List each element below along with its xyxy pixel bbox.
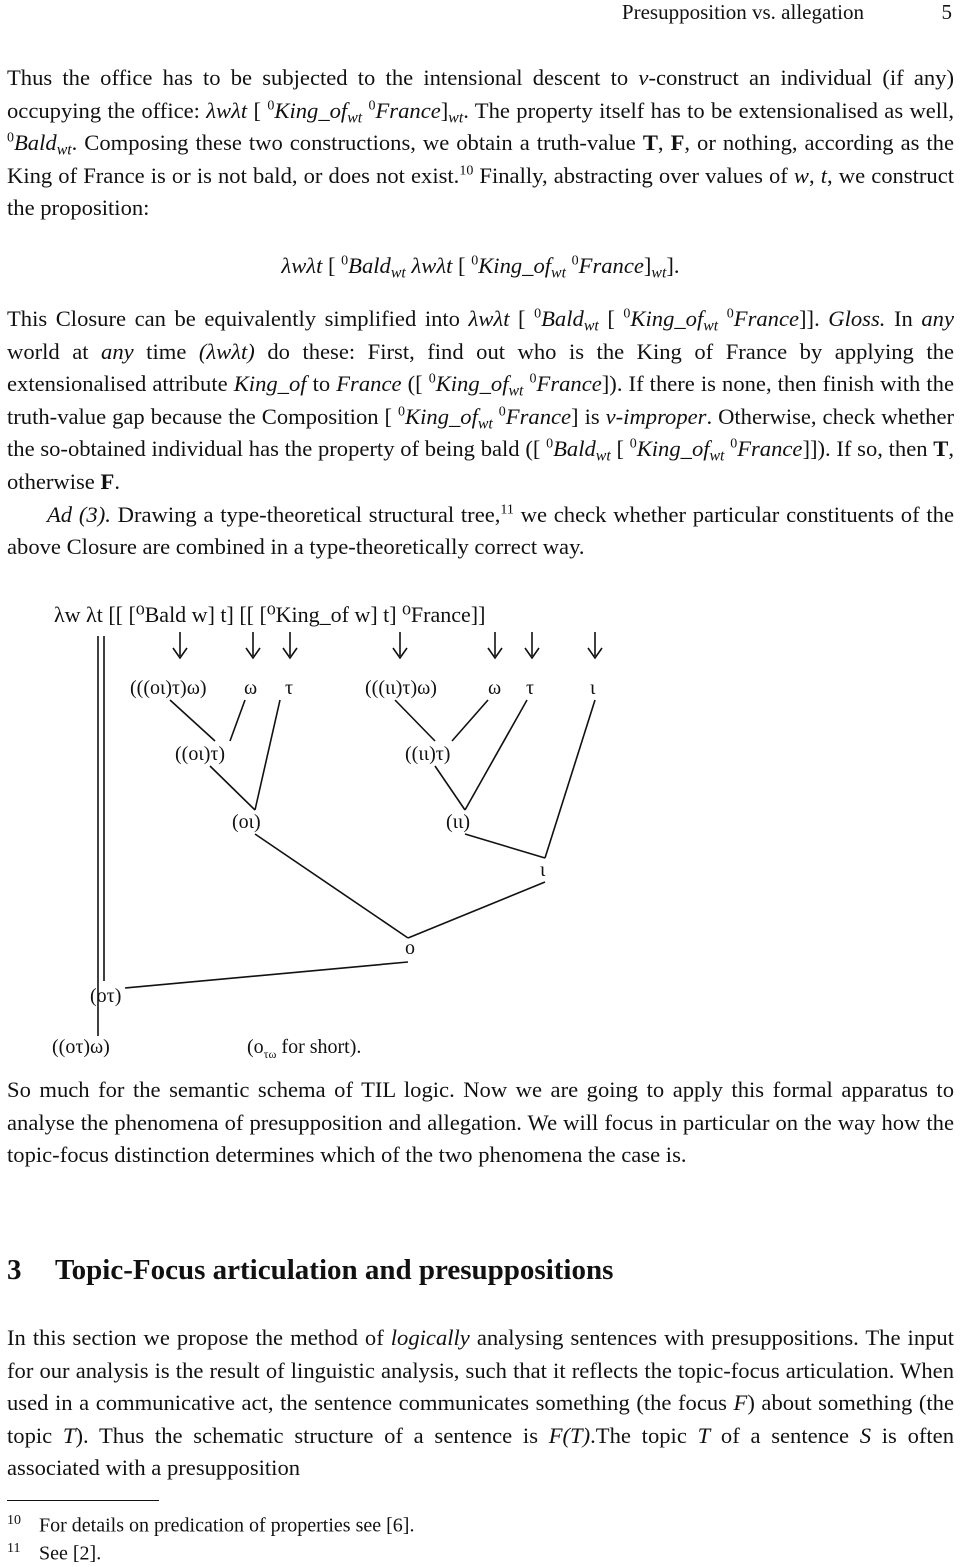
closure-text: This Closure can be equivalently simplified into λwλt [ $^0$Bald$_{wt}$ [ $^0King\_of_{wt}$ $^0$France]]. Gloss. In any world at any time (λwλt) do these: First, find out who is the King of France by applying the extensionalised attribute King_of to France ([ $^0King\_of_{wt}$ $^0$France]). If there is none, then finish with the truth-value gap because the Composition [ $^0King\_of_{wt}$ $^0$France] is v-improper. Otherwise, check whether the so-obtained individual has the property of being bald ([ $^0$Bald$_{wt}$ [ $^0King\_of_{wt}$ $^0$France]]). If so, then T, otherwise F. <box>7 306 954 494</box>
type-row2-left: ((οι)τ) <box>175 743 226 765</box>
type-row3-left: (οι) <box>232 811 261 833</box>
after-tree-paragraph <box>7 1074 954 1172</box>
section-text: In this section we propose the method of logically analysing sentences with presuppositions. The input for our analysis is the result of linguistic analysis, such that it reflects the topic-focus articulation. When used in a communicative act, the sentence communicates something (the focus F) about something (the topic T). Thus the schematic structure of a sentence is F(T).The topic T of a sentence S is often associated with a presupposition <box>7 1325 954 1481</box>
type-row2-right: ((ιι)τ) <box>405 743 451 765</box>
footnote-ref-10[interactable]: 10 <box>459 163 474 179</box>
type-row1-iota: ι <box>590 677 596 699</box>
type-row5-omicron: ο <box>405 937 415 959</box>
type-row3-right: (ιι) <box>446 811 471 833</box>
intro-text: Thus the office has to be subjected to the intensional descent to v-construct an individual (if any) occupying the office: λwλt [ $^0King\_of_{wt}$ $^0France]_{wt}$. The property itself has to be extensionalised as well, $^0$Bald$_{wt}$. Composing these two constructions, we obtain a truth-value T, F, or nothing, according as the King of France is or is not bald, or does not exist.$^{10}$ Finally, abstracting over values of w, t, we construct the proposition: <box>7 65 955 221</box>
type-tree-figure <box>40 596 680 1066</box>
page-number: 5 <box>941 0 952 24</box>
type-row6-ot: (οτ) <box>90 985 122 1007</box>
type-row7-otw: ((οτ)ω) <box>52 1036 110 1058</box>
ad3-text: Ad (3). Drawing a type-theoretical structural tree,$^{11}$ we check whether particular constituents of the above Closure are combined in a type-theoretically correct way. <box>7 501 954 560</box>
proposition-formula: λwλt [ $^0$Bald$_{wt}$ λwλt [ $^0King\_of_{wt}$ $^0France]_{wt}$]. <box>281 253 680 282</box>
type-row1-omega-right: ω <box>488 677 502 699</box>
type-row1-tau-left: τ <box>285 677 294 699</box>
type-row1-left: (((οι)τ)ω) <box>130 677 207 699</box>
footnote-ref-11[interactable]: 11 <box>500 501 514 517</box>
section-title: Topic-Focus articulation and presuppositions <box>55 1254 614 1286</box>
type-row7-short: ($o_{\tau\omega}$ for short). <box>247 1036 362 1061</box>
gloss-label: Gloss. <box>828 306 886 331</box>
closure-paragraph <box>7 303 954 564</box>
footnote-10: 10 For details on predication of properties see [6]. <box>7 1513 415 1537</box>
type-row1-right: (((ιι)τ)ω) <box>365 677 437 699</box>
intro-paragraph <box>7 62 954 225</box>
section-number: 3 <box>7 1254 22 1286</box>
type-row1-omega-left: ω <box>244 677 258 699</box>
running-header <box>0 0 956 26</box>
type-row1-tau-right: τ <box>526 677 535 699</box>
ad3-label: Ad (3). <box>47 501 111 527</box>
tree-top-formula-text: λw λt [[ [⁰Bald w] t] [[ [⁰King_of w] t] ⁰France]] <box>54 602 486 627</box>
type-row4-iota: ι <box>540 859 546 881</box>
tree-top-formula <box>54 602 485 627</box>
running-title: Presupposition vs. allegation <box>621 0 864 24</box>
after-tree-text: So much for the semantic schema of TIL logic. Now we are going to apply this formal apparatus to analyse the phenomena of presupposition and allegation. We will focus in particular on the way how the topic-focus distinction determines which of the two phenomena the case is. <box>7 1077 954 1168</box>
footnote-11: 11 See [2]. <box>7 1541 102 1565</box>
section-paragraph <box>7 1322 954 1485</box>
section-heading <box>7 1254 613 1287</box>
tree-arrows <box>173 632 602 658</box>
footnote-rule <box>7 1500 159 1501</box>
